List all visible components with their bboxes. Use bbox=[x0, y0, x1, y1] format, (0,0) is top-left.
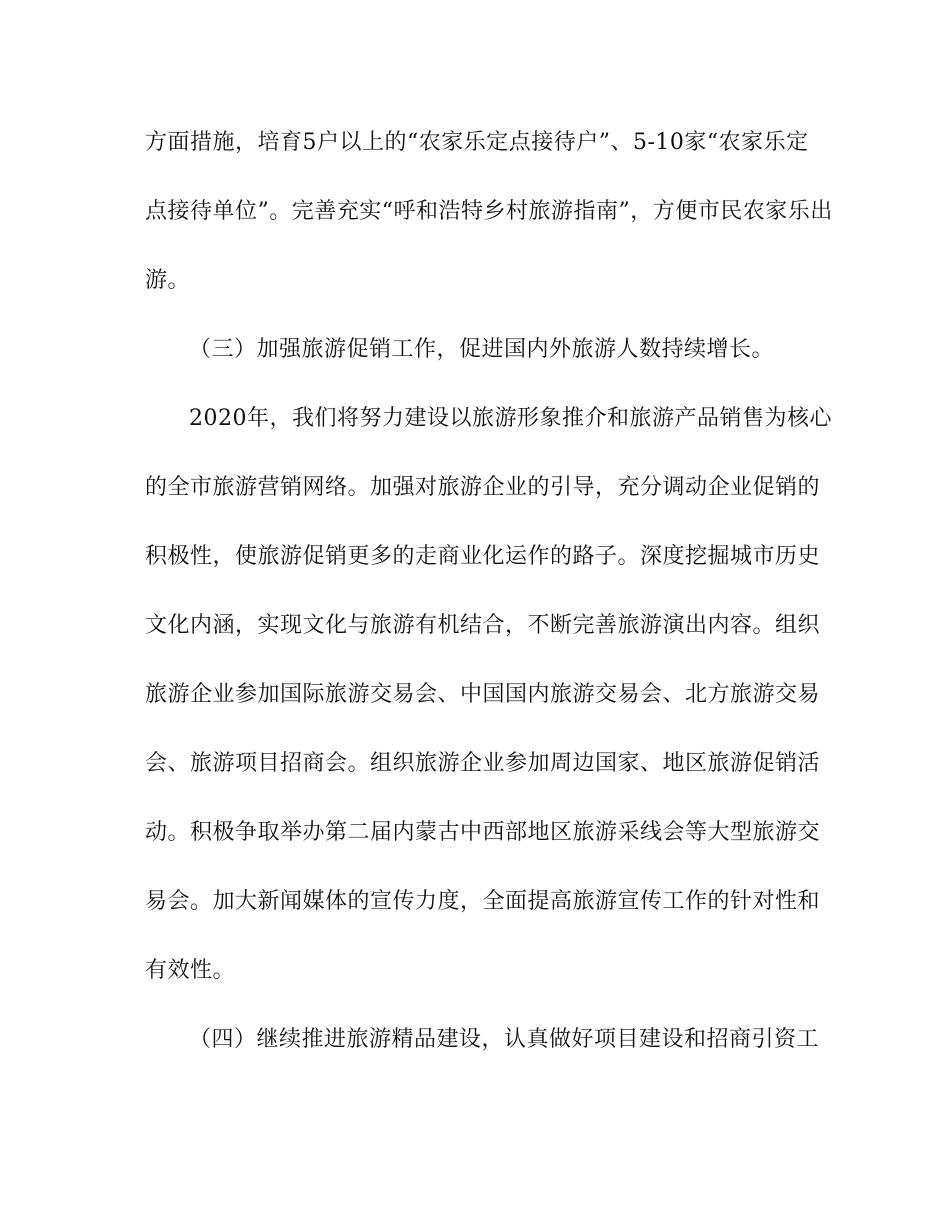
section-heading: （三）加强旅游促销工作，促进国内外旅游人数持续增长。 bbox=[189, 337, 775, 362]
body-text-line: 2020年，我们将努力建设以旅游形象推介和旅游产品销售为核心 bbox=[189, 406, 832, 431]
body-text-line: 易会。加大新闻媒体的宣传力度，全面提高旅游宣传工作的针对性和 bbox=[145, 889, 821, 914]
body-text-line: 文化内涵，实现文化与旅游有机结合，不断完善旅游演出内容。组织 bbox=[145, 613, 821, 638]
body-text-line: 游。 bbox=[145, 268, 191, 293]
body-text-line: 的全市旅游营销网络。加强对旅游企业的引导，充分调动企业促销的 bbox=[145, 475, 821, 500]
body-text-line: 方面措施，培育5户以上的“农家乐定点接待户”、5-10家“农家乐定 bbox=[145, 130, 809, 155]
section-heading: （四）继续推进旅游精品建设，认真做好项目建设和招商引资工 bbox=[189, 1027, 820, 1052]
body-text-line: 旅游企业参加国际旅游交易会、中国国内旅游交易会、北方旅游交易 bbox=[145, 682, 821, 707]
body-text-line: 点接待单位”。完善充实“呼和浩特乡村旅游指南”，方便市民农家乐出 bbox=[145, 199, 833, 224]
body-text-line: 积极性，使旅游促销更多的走商业化运作的路子。深度挖掘城市历史 bbox=[145, 544, 821, 569]
body-text-line: 有效性。 bbox=[145, 958, 236, 983]
body-text-line: 会、旅游项目招商会。组织旅游企业参加周边国家、地区旅游促销活 bbox=[145, 751, 821, 776]
body-text-line: 动。积极争取举办第二届内蒙古中西部地区旅游采线会等大型旅游交 bbox=[145, 820, 821, 845]
